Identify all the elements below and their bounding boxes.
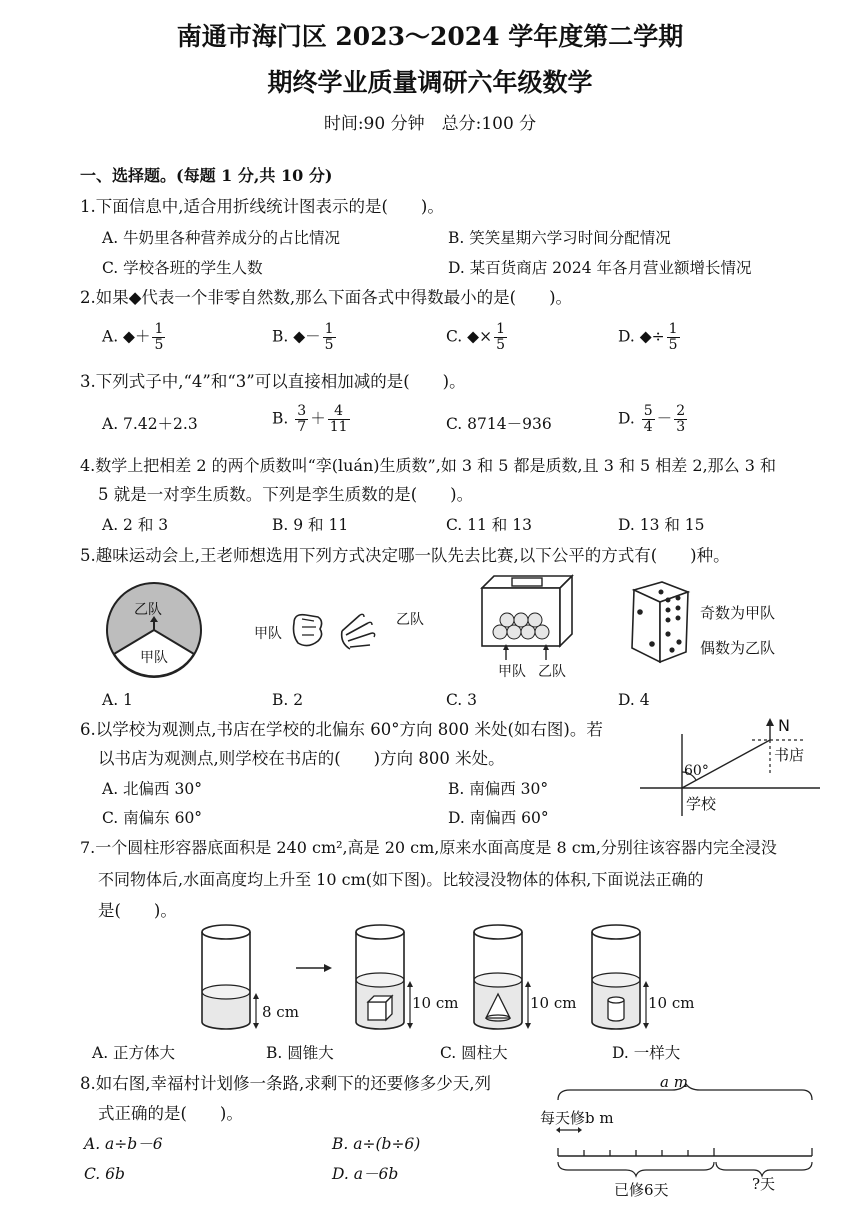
road-rest-label: ?天 (752, 1175, 776, 1193)
dice-even-label: 偶数为乙队 (700, 639, 776, 657)
q6-option-c: C. 南偏东 60° (102, 809, 203, 827)
road-segment-figure (556, 1084, 816, 1194)
q4-stem-line1: 4.数学上把相差 2 的两个质数叫“孪(luán)生质数”,如 3 和 5 都是质数,且 3 和 5 相差 2,那么 3 和 (80, 456, 777, 475)
q6-option-a: A. 北偏西 30° (102, 780, 202, 798)
q6-option-b: B. 南偏西 30° (448, 780, 549, 798)
q2-option-d: D. ◆÷ $\frac{1}{5}$ (618, 321, 678, 353)
compass-angle-label: 60° (684, 763, 709, 779)
exam-title-line2: 期终学业质量调研六年级数学 (267, 68, 593, 97)
spinner-label-bottom: 甲队 (140, 650, 168, 666)
q7-option-a: A. 正方体大 (92, 1044, 176, 1062)
level-after-label-cube: 10 cm (412, 994, 459, 1012)
q3-option-a: A. 7.42＋2.3 (102, 415, 198, 433)
q1-stem: 1.下面信息中,适合用折线统计图表示的是( )。 (80, 197, 444, 216)
q4-option-a: A. 2 和 3 (102, 516, 169, 534)
q5-option-c: C. 3 (446, 691, 478, 709)
level-after-label-cylinder: 10 cm (648, 994, 695, 1012)
q1-option-b: B. 笑笑星期六学习时间分配情况 (448, 229, 671, 247)
right-arrow-icon (296, 962, 332, 974)
exam-time-info: 时间:90 分钟 总分:100 分 (323, 114, 537, 134)
level-after-label-cone: 10 cm (530, 994, 577, 1012)
hand-label-left: 甲队 (254, 626, 282, 642)
q5-option-a: A. 1 (102, 691, 133, 709)
q7-option-c: C. 圆柱大 (440, 1044, 508, 1062)
section-heading: 一、选择题。(每题 1 分,共 10 分) (80, 166, 333, 185)
dice-odd-label: 奇数为甲队 (700, 604, 776, 622)
compass-school-label: 学校 (686, 795, 717, 813)
compass-figure (640, 716, 820, 820)
q7-stem-line3: 是( )。 (98, 901, 177, 920)
exam-title-line1: 南通市海门区 2023～2024 学年度第二学期 (176, 22, 684, 51)
q7-option-b: B. 圆锥大 (266, 1044, 334, 1062)
q6-stem-line2: 以书店为观测点,则学校在书店的( )方向 800 米处。 (98, 749, 505, 768)
q8-option-b: B. a÷(b÷6) (332, 1135, 421, 1153)
road-daily-label: 每天修b m (540, 1109, 614, 1127)
compass-north-label: N (778, 716, 790, 735)
q3-option-c: C. 8714－936 (446, 415, 552, 433)
spinner-label-top: 乙队 (134, 602, 162, 618)
q1-option-d: D. 某百货商店 2024 年各月营业额增长情况 (448, 259, 752, 277)
cylinder-cylinder (588, 922, 652, 1034)
ball-box-figure (476, 574, 576, 660)
q5-stem: 5.趣味运动会上,王老师想选用下列方式决定哪一队先去比赛,以下公平的方式有( )种。 (80, 546, 730, 565)
hands-figure (290, 605, 390, 655)
cylinder-cone (470, 922, 534, 1034)
q8-option-d: D. a－6b (332, 1165, 399, 1183)
q3-stem: 3.下列式子中,“4”和“3”可以直接相加减的是( )。 (80, 372, 466, 391)
q1-option-a: A. 牛奶里各种营养成分的占比情况 (102, 229, 341, 247)
q6-option-d: D. 南偏西 60° (448, 809, 549, 827)
q8-option-a: A. a÷b－6 (84, 1135, 163, 1153)
q4-option-c: C. 11 和 13 (446, 516, 532, 534)
q8-stem-line2: 式正确的是( )。 (98, 1104, 243, 1123)
q7-stem-line2: 不同物体后,水面高度均上升至 10 cm(如下图)。比较浸没物体的体积,下面说法正确的 (98, 870, 704, 889)
q5-option-d: D. 4 (618, 691, 650, 709)
q3-option-b: B. $\frac{3}{7}$ ＋ $\frac{4}{11}$ (272, 403, 348, 435)
q2-option-a: A. ◆＋ $\frac{1}{5}$ (102, 321, 164, 353)
box-label-right: 乙队 (538, 664, 566, 680)
q1-option-c: C. 学校各班的学生人数 (102, 259, 263, 277)
compass-store-label: 书店 (774, 746, 805, 764)
q2-option-c: C. ◆× $\frac{1}{5}$ (446, 321, 505, 353)
q3-option-d: D. $\frac{5}{4}$ － $\frac{2}{3}$ (618, 403, 686, 435)
box-label-left: 甲队 (498, 664, 526, 680)
cylinder-initial (198, 922, 262, 1034)
q6-stem-line1: 6.以学校为观测点,书店在学校的北偏东 60°方向 800 米处(如右图)。若 (80, 720, 603, 739)
q2-stem: 2.如果◆代表一个非零自然数,那么下面各式中得数最小的是( )。 (80, 288, 573, 307)
q8-stem-line1: 8.如右图,幸福村计划修一条路,求剩下的还要修多少天,列 (80, 1074, 491, 1093)
road-done-label: 已修6天 (614, 1181, 669, 1199)
q7-option-d: D. 一样大 (612, 1044, 681, 1062)
level-initial-label: 8 cm (262, 1003, 299, 1021)
q8-option-c: C. 6b (84, 1165, 125, 1183)
q4-stem-line2: 5 就是一对孪生质数。下列是孪生质数的是( )。 (98, 485, 474, 504)
cylinder-cube (352, 922, 416, 1034)
q5-option-b: B. 2 (272, 691, 304, 709)
q7-stem-line1: 7.一个圆柱形容器底面积是 240 cm²,高是 20 cm,原来水面高度是 8 cm,分别往该容器内完全浸没 (80, 838, 777, 857)
road-total-label: a m (660, 1073, 688, 1091)
dice-figure (624, 580, 694, 666)
hand-label-right: 乙队 (396, 612, 424, 628)
q2-option-b: B. ◆－ $\frac{1}{5}$ (272, 321, 334, 353)
q4-option-b: B. 9 和 11 (272, 516, 349, 534)
q4-option-d: D. 13 和 15 (618, 516, 705, 534)
